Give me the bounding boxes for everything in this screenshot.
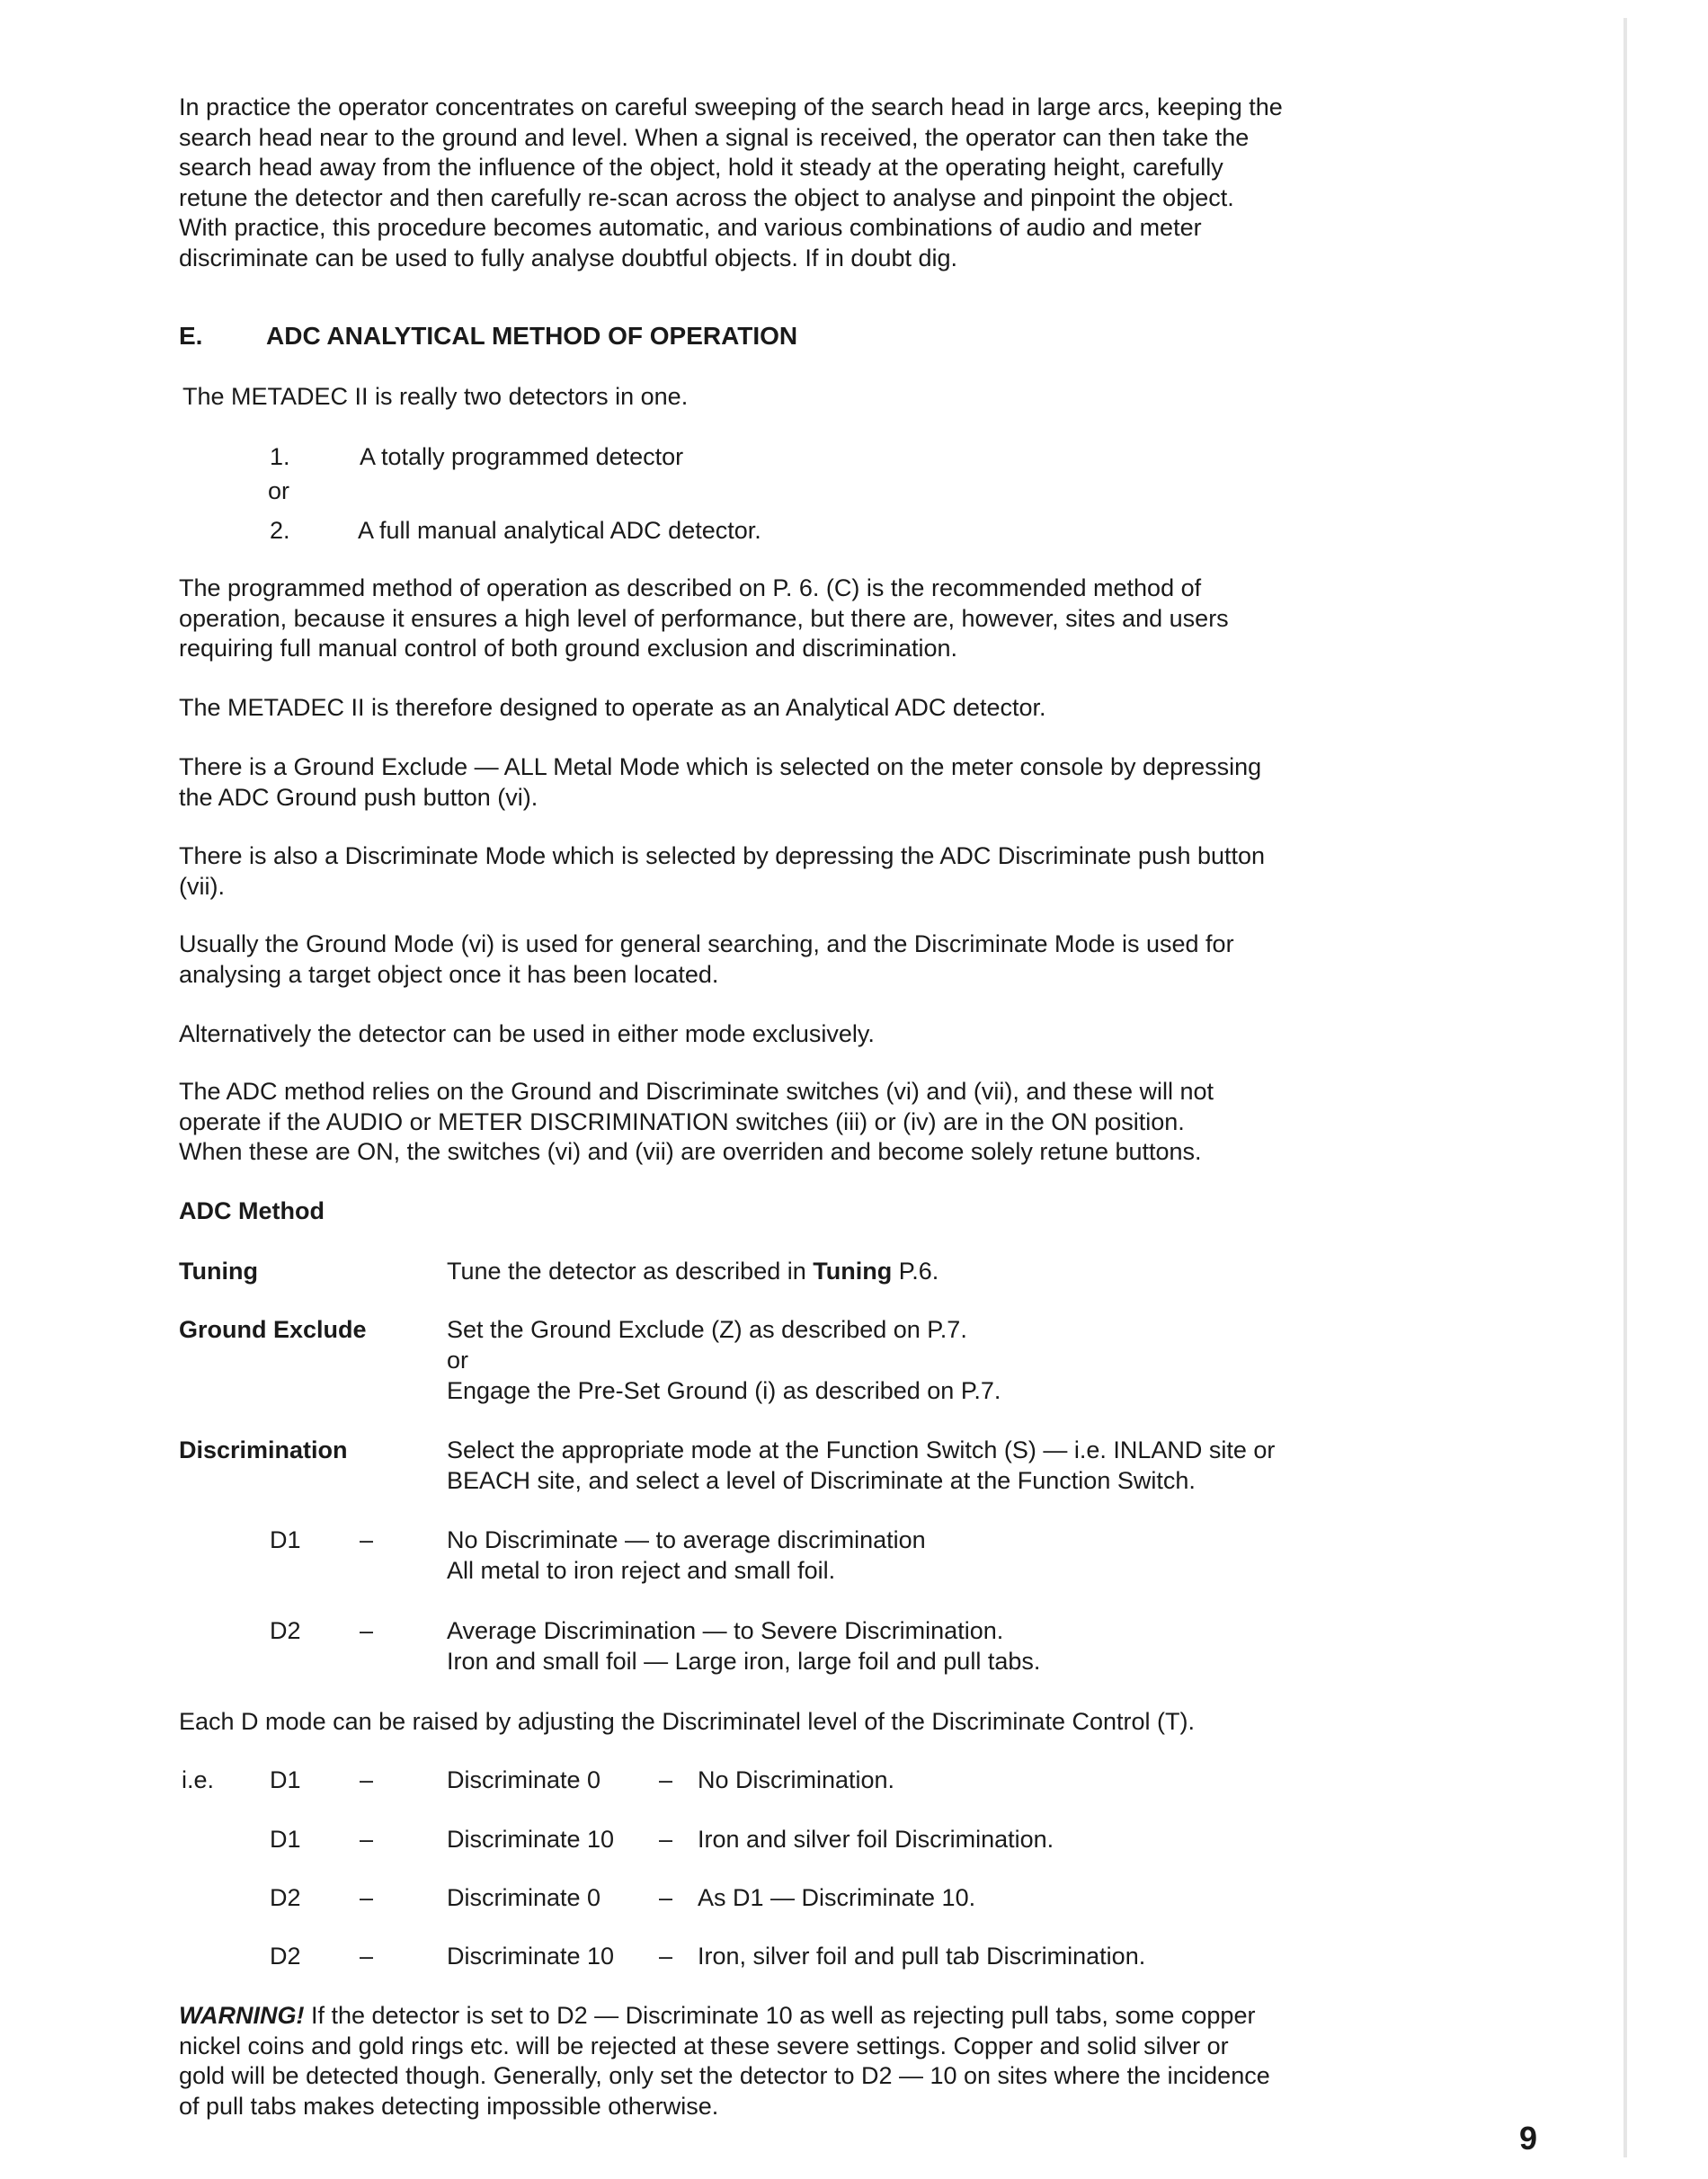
mode: D2 bbox=[270, 1943, 301, 1970]
ie-label: i.e. bbox=[182, 1766, 215, 1793]
mode: D2 bbox=[270, 1884, 301, 1911]
level: Discriminate 10 bbox=[447, 1943, 615, 1970]
text-line: of pull tabs makes detecting impossible otherwise. bbox=[179, 2092, 719, 2120]
paragraph bbox=[179, 841, 1265, 902]
level: Discriminate 0 bbox=[447, 1766, 601, 1793]
paragraph: Each D mode can be raised by adjusting the Discriminatel level of the Discriminate Control (T). bbox=[179, 1708, 1195, 1735]
paragraph bbox=[179, 574, 1229, 664]
text-line: operation, because it ensures a high level of performance, but there are, however, sites and users bbox=[179, 604, 1229, 632]
section-letter: E. bbox=[179, 322, 203, 350]
term-definition: BEACH site, and select a level of Discriminate at the Function Switch. bbox=[447, 1467, 1196, 1494]
text-line: gold will be detected though. Generally, only set the detector to D2 — 10 on sites where the incidence bbox=[179, 2062, 1270, 2089]
dash: – bbox=[659, 1943, 673, 1970]
text-line: There is also a Discriminate Mode which is selected by depressing the ADC Discriminate push button bbox=[179, 842, 1266, 869]
dash: – bbox=[659, 1766, 673, 1793]
text-line: The ADC method relies on the Ground and Discriminate switches (vi) and (vii), and these will not bbox=[179, 1078, 1214, 1105]
paragraph bbox=[179, 1077, 1214, 1168]
term-definition bbox=[447, 1256, 939, 1286]
text-line: With practice, this procedure becomes automatic, and various combinations of audio and meter bbox=[179, 214, 1202, 241]
term-label: Ground Exclude bbox=[179, 1316, 367, 1343]
mode-text: All metal to iron reject and small foil. bbox=[447, 1557, 836, 1584]
page-number: 9 bbox=[1519, 2120, 1538, 2157]
dash: – bbox=[659, 1826, 673, 1853]
page-edge bbox=[1623, 18, 1627, 2157]
list-number: 2. bbox=[270, 517, 290, 544]
dash: – bbox=[360, 1826, 374, 1853]
dash: – bbox=[360, 1884, 374, 1911]
term-definition: Select the appropriate mode at the Function Switch (S) — i.e. INLAND site or bbox=[447, 1436, 1276, 1463]
intro-paragraph bbox=[179, 93, 1283, 273]
mode-text: Iron and small foil — Large iron, large foil and pull tabs. bbox=[447, 1648, 1041, 1675]
list-number: 1. bbox=[270, 443, 290, 470]
paragraph: The METADEC II is really two detectors in one. bbox=[182, 383, 689, 410]
list-item: A totally programmed detector bbox=[360, 443, 684, 470]
term-definition: Set the Ground Exclude (Z) as described on P.7. bbox=[447, 1316, 967, 1343]
text: If the detector is set to D2 — Discriminate 10 as well as rejecting pull tabs, some copper bbox=[304, 2002, 1256, 2029]
text-line: discriminate can be used to fully analyse doubtful objects. If in doubt dig. bbox=[179, 244, 958, 271]
paragraph bbox=[179, 752, 1261, 813]
dash: – bbox=[360, 1943, 374, 1970]
text-line: The programmed method of operation as described on P. 6. (C) is the recommended method of bbox=[179, 574, 1202, 601]
text-line: nickel coins and gold rings etc. will be rejected at these severe settings. Copper and solid silver or bbox=[179, 2032, 1229, 2059]
text-line: search head near to the ground and level. When a signal is received, the operator can then take the bbox=[179, 123, 1250, 151]
level: Discriminate 0 bbox=[447, 1884, 601, 1911]
result: Iron and silver foil Discrimination. bbox=[698, 1826, 1054, 1853]
mode: D1 bbox=[270, 1826, 301, 1853]
mode-label: D2 bbox=[270, 1617, 301, 1644]
mode: D1 bbox=[270, 1766, 301, 1793]
result: As D1 — Discriminate 10. bbox=[698, 1884, 976, 1911]
subheading: ADC Method bbox=[179, 1197, 325, 1224]
text-line: In practice the operator concentrates on careful sweeping of the search head in large arcs, keeping the bbox=[179, 93, 1283, 120]
text-line: (vii). bbox=[179, 872, 225, 900]
result: No Discrimination. bbox=[698, 1766, 895, 1793]
text: Tune the detector as described in bbox=[447, 1258, 814, 1285]
result: Iron, silver foil and pull tab Discrimination. bbox=[698, 1943, 1146, 1970]
warning-label: WARNING! bbox=[179, 2002, 305, 2029]
level: Discriminate 10 bbox=[447, 1826, 615, 1853]
text-line: There is a Ground Exclude — ALL Metal Mode which is selected on the meter console by depressing bbox=[179, 753, 1262, 780]
text-line: retune the detector and then carefully re-scan across the object to analyse and pinpoint the object. bbox=[179, 183, 1234, 211]
text-line: analysing a target object once it has been located. bbox=[179, 960, 719, 988]
bold-text: Tuning bbox=[813, 1258, 893, 1285]
dash: – bbox=[360, 1617, 374, 1644]
list-item: A full manual analytical ADC detector. bbox=[358, 517, 761, 544]
term-definition: or bbox=[447, 1347, 469, 1374]
paragraph: The METADEC II is therefore designed to operate as an Analytical ADC detector. bbox=[179, 694, 1046, 721]
dash: – bbox=[360, 1766, 374, 1793]
text-line: operate if the AUDIO or METER DISCRIMINATION switches (iii) or (iv) are in the ON position. bbox=[179, 1107, 1185, 1135]
term-label: Tuning bbox=[179, 1258, 258, 1285]
text-line: requiring full manual control of both ground exclusion and discrimination. bbox=[179, 635, 957, 662]
text-line: the ADC Ground push button (vi). bbox=[179, 783, 538, 811]
paragraph bbox=[179, 929, 1234, 990]
list-or: or bbox=[268, 477, 290, 504]
mode-text: No Discriminate — to average discrimination bbox=[447, 1526, 926, 1553]
section-title: ADC ANALYTICAL METHOD OF OPERATION bbox=[266, 322, 798, 350]
warning-paragraph bbox=[179, 2001, 1270, 2121]
text-line: Usually the Ground Mode (vi) is used for general searching, and the Discriminate Mode is used for bbox=[179, 930, 1234, 957]
paragraph: Alternatively the detector can be used in either mode exclusively. bbox=[179, 1020, 875, 1047]
term-label: Discrimination bbox=[179, 1436, 348, 1463]
dash: – bbox=[659, 1884, 673, 1911]
mode-label: D1 bbox=[270, 1526, 301, 1553]
mode-text: Average Discrimination — to Severe Discrimination. bbox=[447, 1617, 1004, 1644]
text: P.6. bbox=[892, 1258, 939, 1285]
dash: – bbox=[360, 1526, 374, 1553]
text-line: search head away from the influence of the object, hold it steady at the operating height, carefully bbox=[179, 154, 1223, 181]
term-definition: Engage the Pre-Set Ground (i) as described on P.7. bbox=[447, 1377, 1001, 1404]
text-line: When these are ON, the switches (vi) and (vii) are overriden and become solely retune buttons. bbox=[179, 1138, 1202, 1165]
